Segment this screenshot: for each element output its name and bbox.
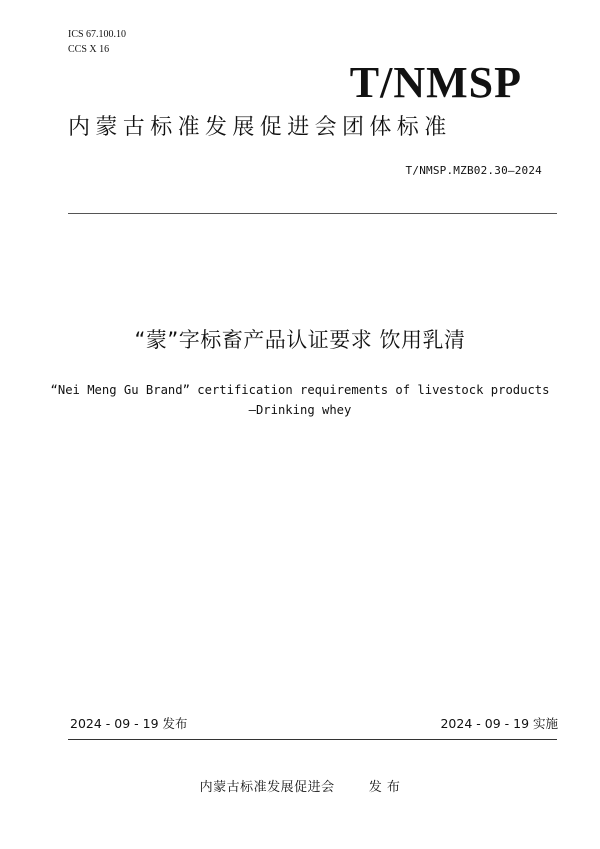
publisher-line <box>0 776 600 795</box>
publisher-name: 内蒙古标准发展促进会 <box>199 780 335 795</box>
english-title-line-2: —Drinking whey <box>248 403 352 417</box>
english-title-line-1: “Nei Meng Gu Brand” certification requirements of livestock products <box>50 383 550 397</box>
classification-codes <box>68 28 126 58</box>
standard-number: T/NMSP.MZB02.30—2024 <box>405 164 542 177</box>
issue-date: 2024 - 09 - 19 发布 <box>70 716 188 731</box>
publish-action: 发 布 <box>368 780 401 795</box>
document-title-english <box>0 380 600 420</box>
ics-code: ICS 67.100.10 <box>68 29 127 40</box>
implementation-date: 2024 - 09 - 19 实施 <box>440 716 558 731</box>
ccs-code: CCS X 16 <box>68 44 110 55</box>
organization-title: 内蒙古标准发展促进会团体标准 <box>68 115 452 140</box>
header-divider <box>68 213 557 214</box>
standard-logo: T/NMSP <box>349 58 522 107</box>
document-title-chinese: “蒙”字标畜产品认证要求 饮用乳清 <box>134 328 466 352</box>
footer-divider <box>68 739 557 740</box>
